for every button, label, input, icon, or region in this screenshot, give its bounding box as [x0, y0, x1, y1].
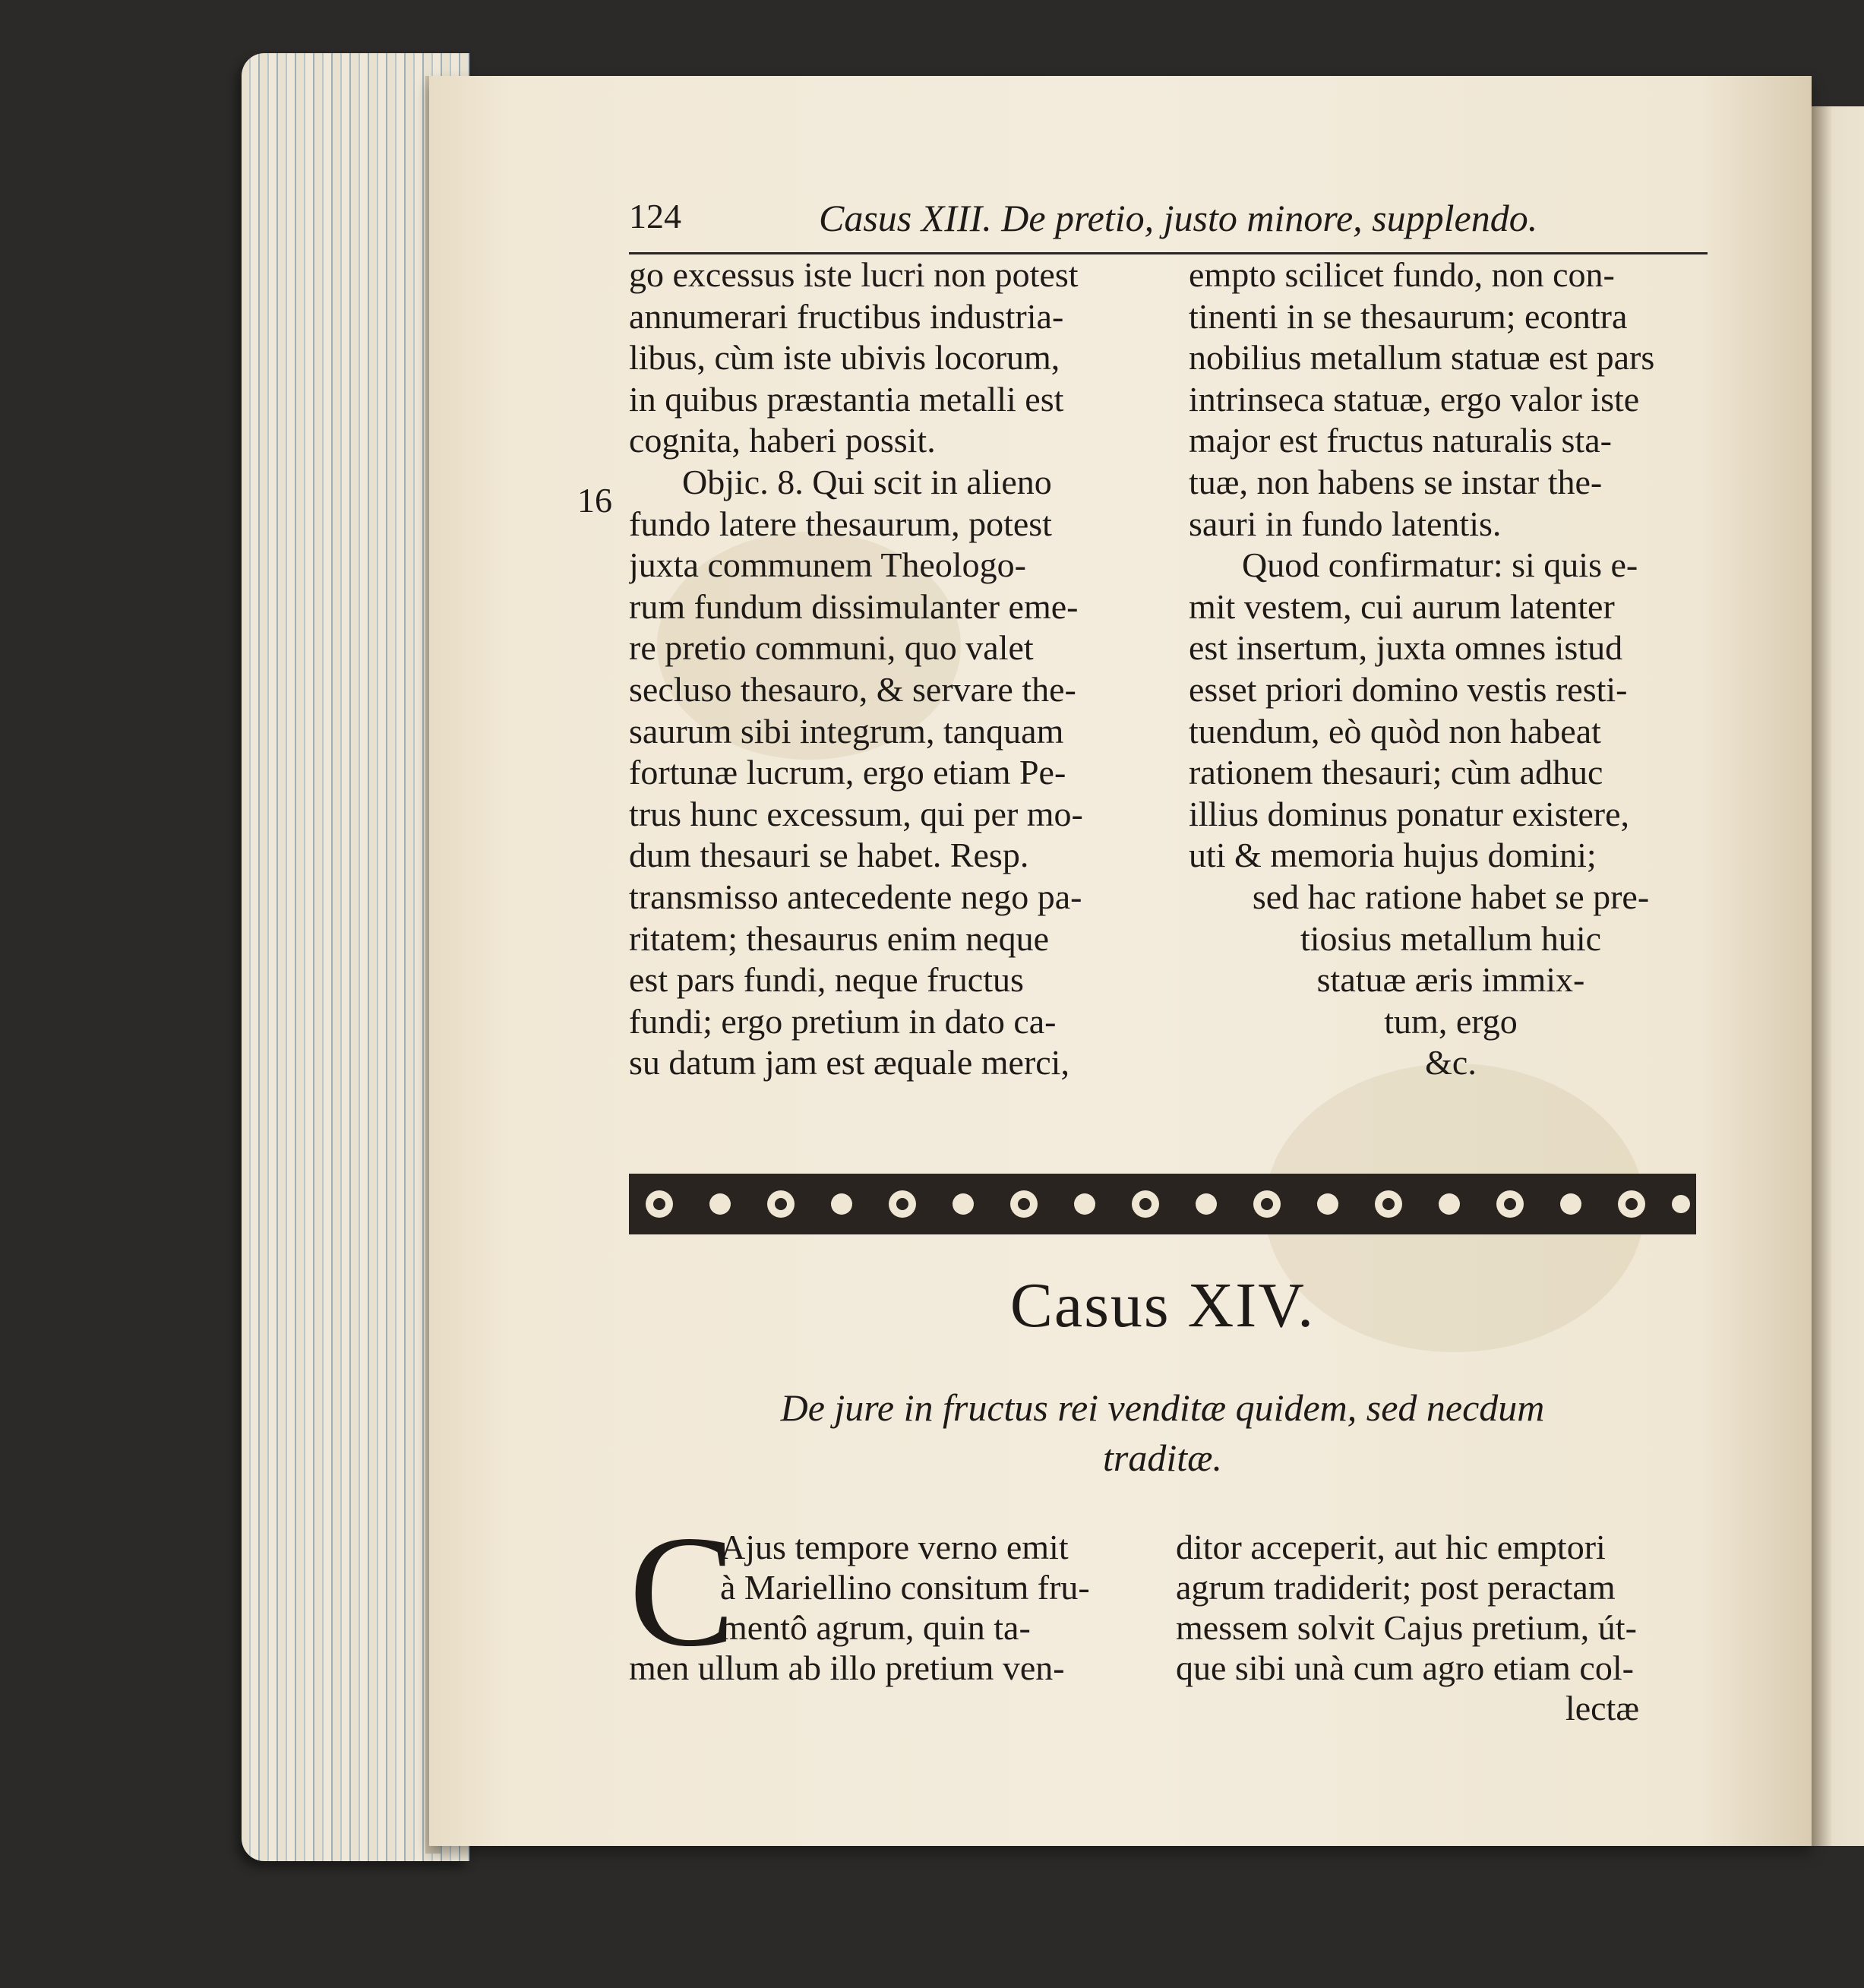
left-line: libus, cùm iste ubivis locorum, [629, 338, 1060, 378]
right-line: esset priori domino vestis resti- [1189, 669, 1628, 709]
right-line: statuæ æris immix- [1316, 960, 1585, 1000]
left-line: cognita, haberi possit. [629, 421, 936, 460]
body-left-line: Ajus tempore verno emit [720, 1528, 1069, 1566]
left-line: trus hunc excessum, qui per mo- [629, 794, 1083, 833]
running-head-title: Casus XIII. De pretio, justo minore, supplendo. [819, 197, 1538, 239]
left-line: est pars fundi, neque fructus [629, 960, 1024, 1000]
right-line: tinenti in se thesaurum; econtra [1189, 296, 1628, 336]
left-line: juxta communem Theologo- [629, 545, 1026, 585]
right-line: tuendum, eò quòd non habeat [1189, 711, 1601, 751]
running-header [629, 196, 1708, 245]
left-line: Objic. 8. Qui scit in alieno [682, 462, 1052, 501]
body-left-line: mentô agrum, quin ta- [720, 1608, 1031, 1647]
section-subtitle [629, 1383, 1696, 1483]
right-line: sauri in fundo latentis. [1189, 504, 1502, 543]
left-line: ritatem; thesaurus enim neque [629, 918, 1050, 958]
left-line: saurum sibi integrum, tanquam [629, 711, 1064, 751]
margin-paragraph-number: 16 [577, 481, 612, 520]
right-line: tuæ, non habens se instar the- [1189, 462, 1603, 501]
facing-page-edge [1812, 106, 1864, 1846]
left-column [629, 254, 1153, 1084]
left-line: transmisso antecedente nego pa- [629, 877, 1082, 916]
body-right-line: que sibi unà cum agro etiam col- [1176, 1648, 1634, 1687]
body-right-line: messem solvit Cajus pretium, út- [1176, 1608, 1637, 1647]
right-line: empto scilicet fundo, non con- [1189, 255, 1615, 294]
subtitle-line: traditæ. [1103, 1436, 1222, 1479]
right-line: nobilius metallum statuæ est pars [1189, 338, 1655, 378]
right-line: tum, ergo [1384, 1001, 1518, 1041]
left-line: secluso thesauro, & servare the- [629, 669, 1076, 709]
left-line: rum fundum dissimulanter eme- [629, 586, 1079, 626]
left-line: go excessus iste lucri non potest [629, 255, 1079, 294]
left-line: su datum jam est æquale merci, [629, 1043, 1069, 1082]
body-right-line: agrum tradiderit; post peractam [1176, 1568, 1616, 1607]
right-line: est insertum, juxta omnes istud [1189, 628, 1623, 668]
left-line: fundo latere thesaurum, potest [629, 504, 1052, 543]
left-line: fundi; ergo pretium in dato ca- [629, 1001, 1057, 1041]
ornamental-band [629, 1174, 1696, 1234]
right-line: rationem thesauri; cùm adhuc [1189, 753, 1603, 792]
body-left-line: à Mariellino consitum fru- [720, 1568, 1090, 1607]
page-number: 124 [629, 197, 681, 235]
body-right-column [1176, 1527, 1708, 1728]
right-line: illius dominus ponatur existere, [1189, 794, 1630, 833]
catchword: lectæ [1565, 1689, 1639, 1727]
right-line: sed hac ratione habet se pre- [1252, 877, 1650, 916]
right-line: Quod confirmatur: si quis e- [1242, 545, 1638, 585]
section-title: Casus XIV. [1009, 1270, 1316, 1341]
drop-cap: C [629, 1503, 736, 1680]
left-line: dum thesauri se habet. Resp. [629, 836, 1029, 875]
left-line: annumerari fructibus industria- [629, 296, 1064, 336]
left-line: fortunæ lucrum, ergo etiam Pe- [629, 753, 1066, 792]
right-line: major est fructus naturalis sta- [1189, 421, 1612, 460]
body-left-column [629, 1527, 1145, 1688]
right-line: intrinseca statuæ, ergo valor iste [1189, 379, 1640, 419]
right-column [1189, 254, 1713, 1084]
body-right-line: ditor acceperit, aut hic emptori [1176, 1528, 1606, 1566]
left-line: re pretio communi, quo valet [629, 628, 1034, 668]
right-line: uti & memoria hujus domini; [1189, 836, 1597, 875]
left-line: in quibus præstantia metalli est [629, 379, 1064, 419]
right-line: tiosius metallum huic [1300, 918, 1602, 958]
right-line: mit vestem, cui aurum latenter [1189, 586, 1615, 626]
subtitle-line: De jure in fructus rei venditæ quidem, sed necdum [780, 1386, 1545, 1429]
right-line: &c. [1425, 1043, 1477, 1082]
body-left-line: men ullum ab illo pretium ven- [629, 1648, 1065, 1687]
